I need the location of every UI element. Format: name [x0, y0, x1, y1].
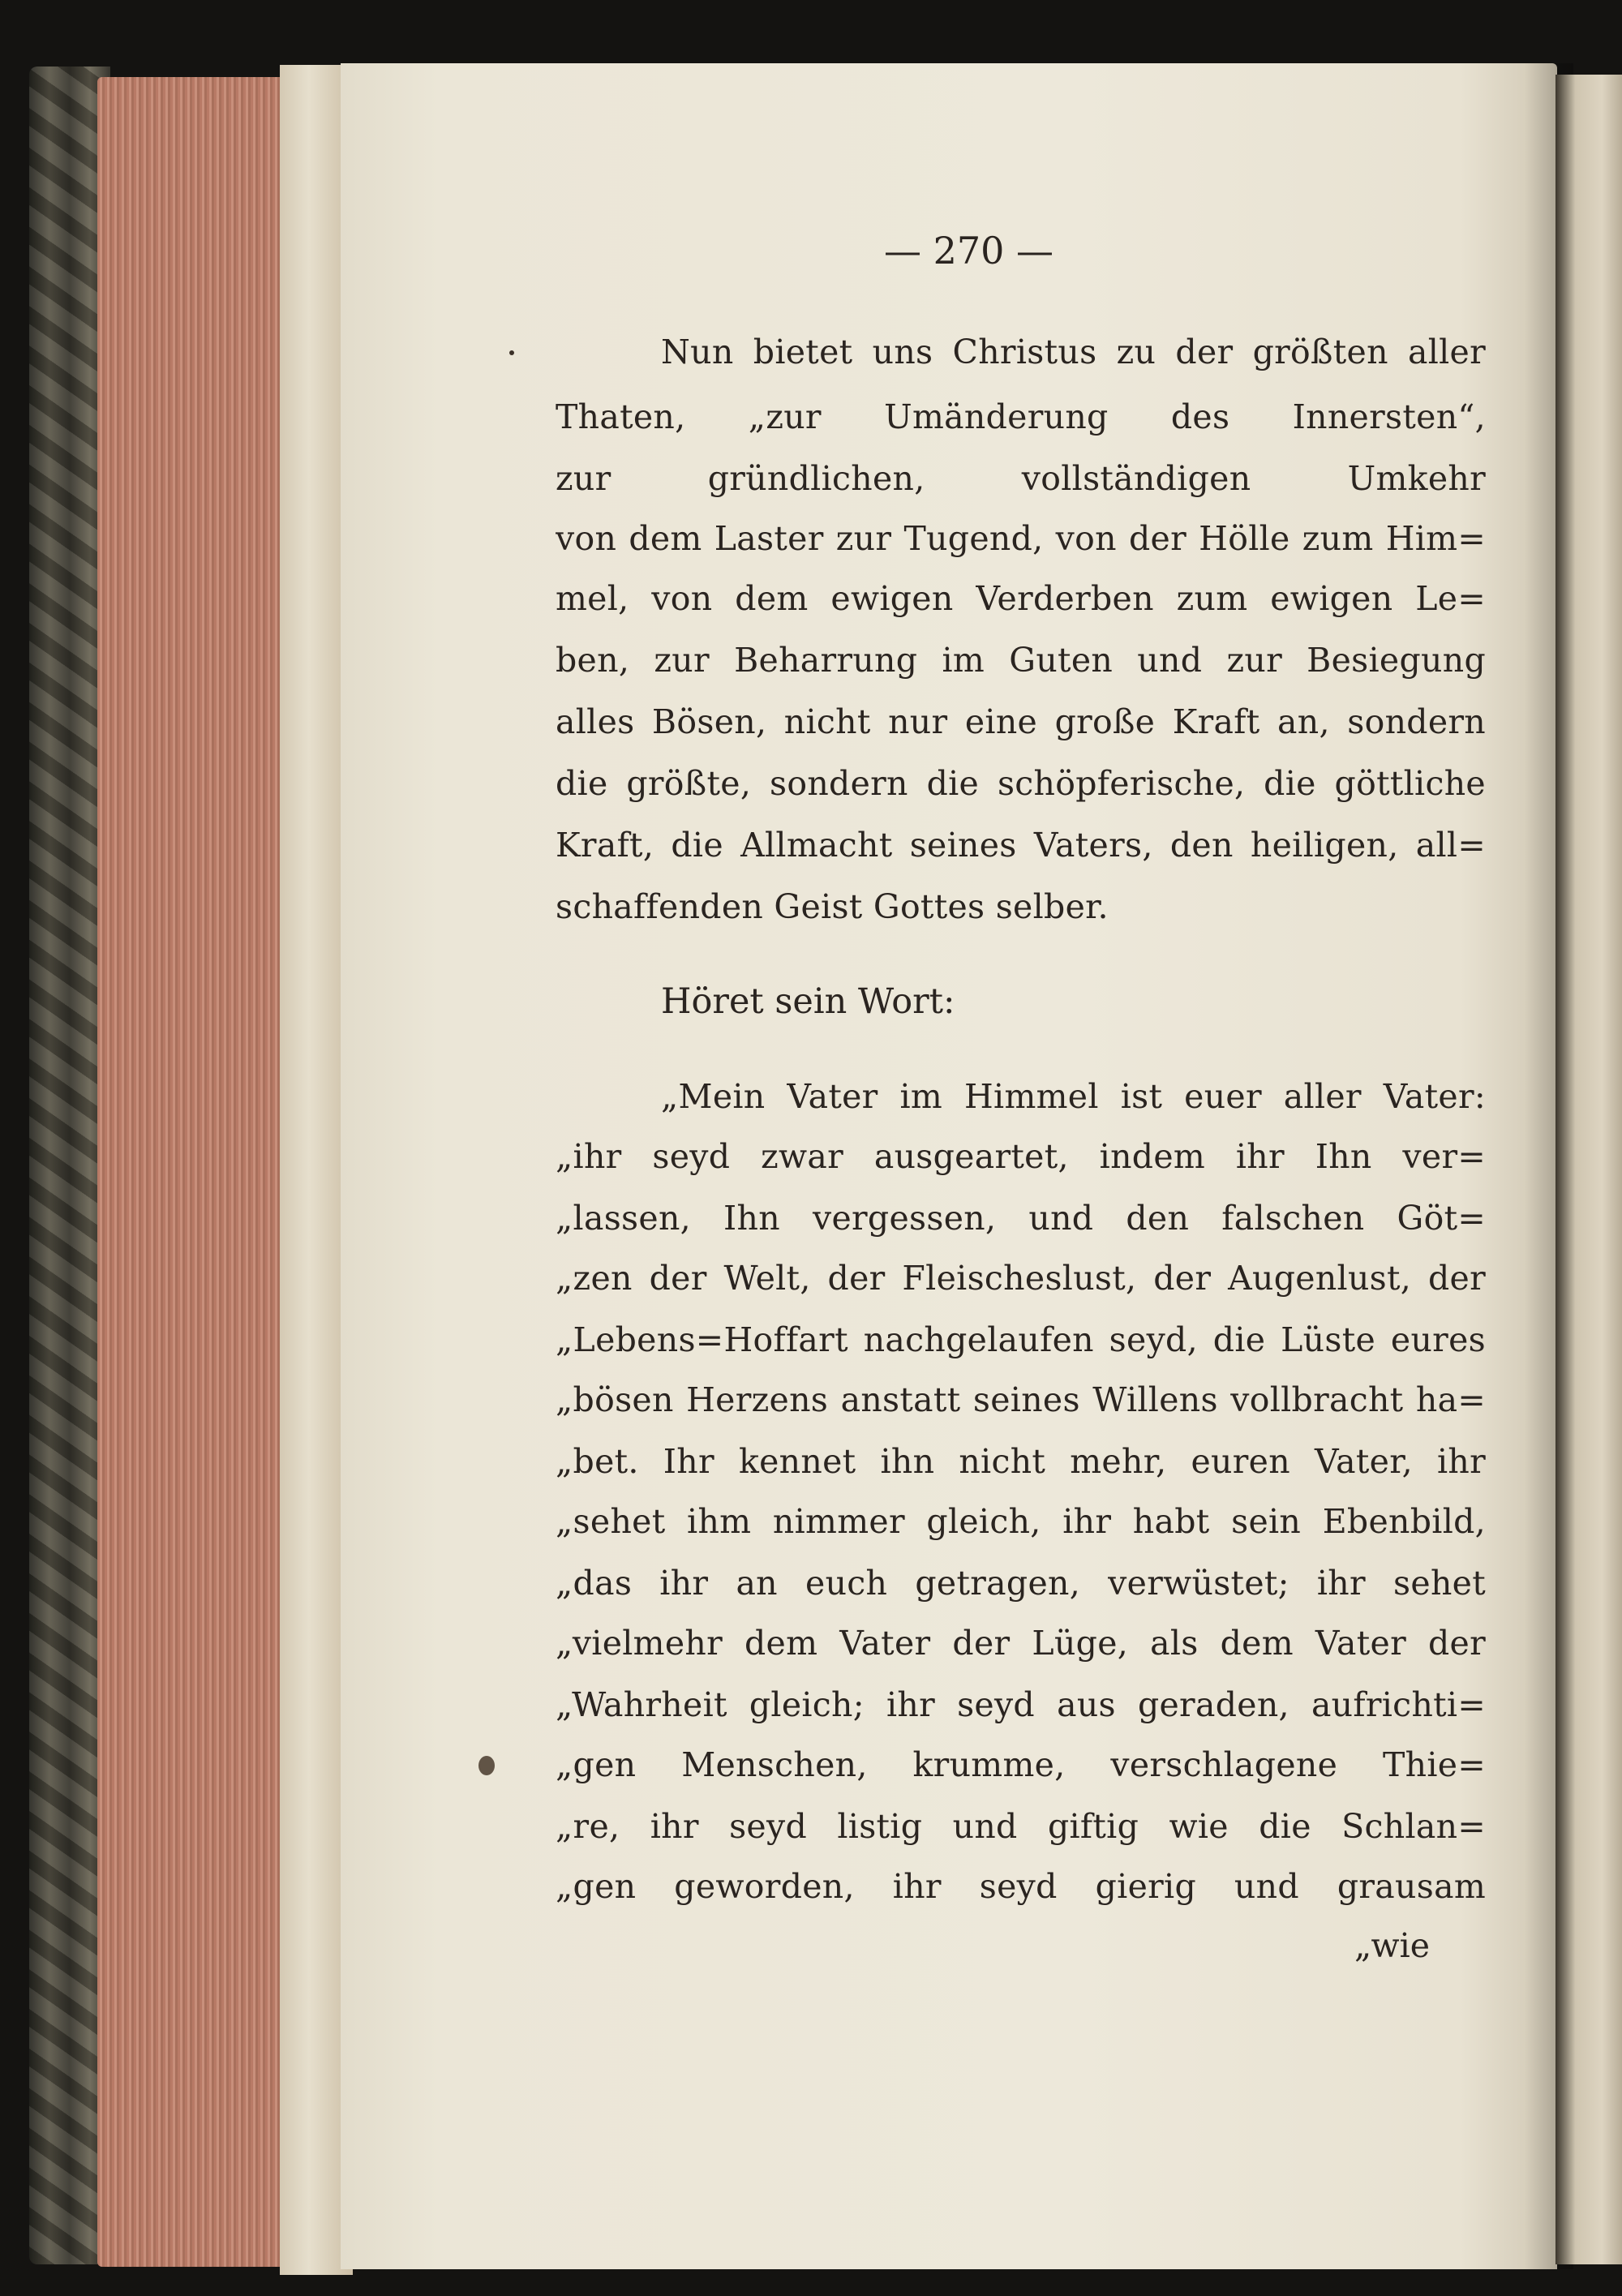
catchword: „wie	[1354, 1926, 1430, 1965]
text-line: „gen Menschen, krumme, verschlagene Thie=	[556, 1745, 1486, 1784]
text-line: zur gründlichen, vollständigen Umkehr	[556, 459, 1486, 498]
text-line: „vielmehr dem Vater der Lüge, als dem Vater der	[556, 1624, 1486, 1663]
text-line: „ihr seyd zwar ausgeartet, indem ihr Ihn ver=	[556, 1137, 1486, 1176]
text-line: ben, zur Beharrung im Guten und zur Besiegung	[556, 641, 1486, 680]
text-line: „lassen, Ihn vergessen, und den falschen Göt=	[556, 1199, 1486, 1238]
text-line: „Lebens=Hoffart nachgelaufen seyd, die Lüste eures	[556, 1320, 1486, 1359]
text-line: „Wahrheit gleich; ihr seyd aus geraden, aufrichti=	[556, 1685, 1486, 1724]
text-line: „das ihr an euch getragen, verwüstet; ihr sehet	[556, 1564, 1486, 1603]
page-number: — 270 —	[884, 229, 1054, 273]
section-heading: Höret sein Wort:	[661, 981, 955, 1022]
text-line: „zen der Welt, der Fleischeslust, der Augenlust, der	[556, 1259, 1486, 1298]
text-line: alles Bösen, nicht nur eine große Kraft an, sondern	[556, 702, 1486, 741]
text-line: „Mein Vater im Himmel ist euer aller Vater:	[661, 1077, 1486, 1116]
page-edges	[97, 77, 284, 2267]
text-line: „gen geworden, ihr seyd gierig und grausam	[556, 1867, 1486, 1906]
text-line: mel, von dem ewigen Verderben zum ewigen Le=	[556, 579, 1486, 618]
text-line: von dem Laster zur Tugend, von der Hölle zum Him=	[556, 519, 1486, 558]
text-line: „bösen Herzens anstatt seines Willens vollbracht ha=	[556, 1380, 1486, 1419]
text-line: „bet. Ihr kennet ihn nicht mehr, euren Vater, ihr	[556, 1442, 1486, 1481]
text-line: „re, ihr seyd listig und giftig wie die Schlan=	[556, 1807, 1486, 1846]
text-line: Kraft, die Allmacht seines Vaters, den heiligen, all=	[556, 826, 1486, 865]
ink-stain	[478, 1756, 495, 1775]
ink-dot	[509, 350, 514, 355]
text-line: Thaten, „zur Umänderung des Innersten“,	[556, 397, 1486, 436]
text-line: die größte, sondern die schöpferische, die göttliche	[556, 764, 1486, 803]
text-line: Nun bietet uns Christus zu der größten aller	[661, 333, 1486, 371]
text-line: schaffenden Geist Gottes selber.	[556, 887, 1109, 926]
facing-page-edge	[1555, 75, 1622, 2264]
text-line: „sehet ihm nimmer gleich, ihr habt sein Ebenbild,	[556, 1502, 1486, 1541]
